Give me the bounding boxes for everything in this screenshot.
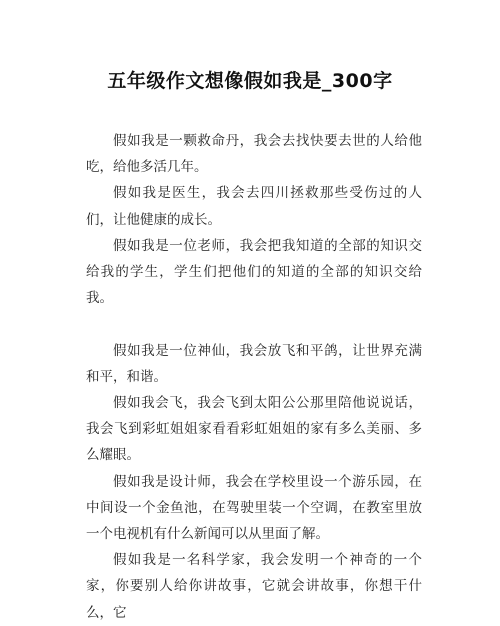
paragraph: 假如我会飞，我会飞到太阳公公那里陪他说说话，我会飞到彩虹姐姐家看看彩虹姐姐的家有多么美丽、多么耀眼。 — [86, 395, 422, 464]
paragraph: 假如我是一颗救命丹，我会去找快要去世的人给他吃，给他多活几年。 — [86, 133, 422, 176]
paragraph: 假如我是医生，我会去四川拯救那些受伤过的人们，让他健康的成长。 — [86, 185, 422, 228]
paragraph: 假如我是设计师，我会在学校里设一个游乐园，在中间设一个金鱼池，在驾驶里装一个空调，在教室里放一个电视机有什么新闻可以从里面了解。 — [86, 473, 422, 543]
paragraph: 假如我是一名科学家，我会发明一个神奇的一个家，你要别人给你讲故事，它就会讲故事，你想干什么，它 — [86, 552, 422, 621]
document-body — [86, 128, 422, 626]
paragraph: 假如我是一位老师，我会把我知道的全部的知识交给我的学生，学生们把他们的知道的全部的知识交给我。 — [86, 237, 422, 307]
paragraph: 假如我是一位神仙，我会放飞和平鸽，让世界充满和平，和谐。 — [86, 342, 422, 385]
paragraph-gap — [86, 311, 422, 337]
document-title: 五年级作文想像假如我是_300字 — [107, 70, 393, 92]
